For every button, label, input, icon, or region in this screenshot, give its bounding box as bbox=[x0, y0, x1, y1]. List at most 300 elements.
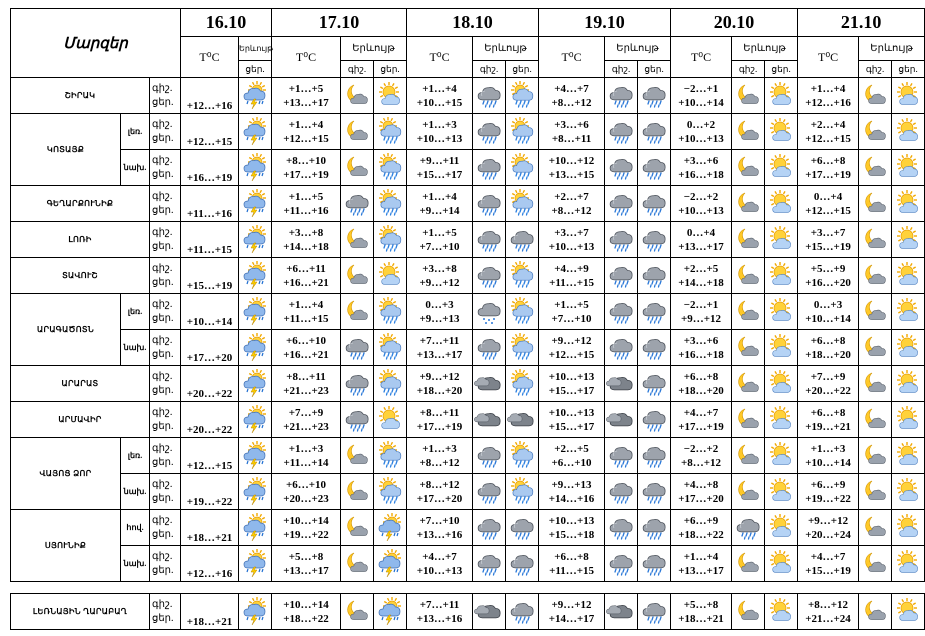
temp-range bbox=[407, 438, 473, 474]
weather-cell bbox=[859, 474, 892, 510]
storm-icon bbox=[239, 550, 271, 578]
sun-rain-icon bbox=[374, 442, 406, 470]
temp-range bbox=[272, 330, 341, 366]
region-row bbox=[11, 438, 925, 474]
sun-rain-icon bbox=[374, 478, 406, 506]
region-name: ԱՐԱԳԱԾՈՏՆ bbox=[11, 294, 121, 366]
date-header: 16.10 bbox=[181, 9, 272, 37]
weather-cell bbox=[859, 438, 892, 474]
cloud-rain-icon bbox=[638, 118, 670, 146]
day-temp: +7…+10 bbox=[419, 240, 460, 253]
day-temp: +11…+16 bbox=[283, 204, 329, 217]
phenomenon-header: Երևույթ bbox=[732, 37, 798, 61]
region-name: ՏԱՎՈՒՇ bbox=[11, 258, 150, 294]
temp-range bbox=[539, 546, 605, 582]
night-temp: +1…+3 bbox=[422, 442, 457, 455]
day-temp: +13…+17 bbox=[678, 564, 724, 577]
temp-range bbox=[272, 366, 341, 402]
temp-range bbox=[798, 186, 859, 222]
weather-cell bbox=[892, 294, 925, 330]
day-temp: +8…+12 bbox=[419, 456, 460, 469]
temp-range bbox=[539, 510, 605, 546]
day-temp: +10…+14 bbox=[181, 294, 239, 330]
sun-cloud-icon bbox=[892, 82, 924, 110]
night-temp: +1…+3 bbox=[422, 118, 457, 131]
weather-cell bbox=[732, 366, 765, 402]
day-subheader: ցեր. bbox=[765, 61, 798, 78]
cloud-rain-icon bbox=[341, 190, 373, 218]
weather-cell bbox=[473, 186, 506, 222]
night-temp: +1…+4 bbox=[683, 550, 719, 563]
weather-cell bbox=[859, 150, 892, 186]
night-temp: +3…+7 bbox=[554, 226, 589, 239]
weather-cell bbox=[341, 402, 374, 438]
moon-cloud-icon bbox=[859, 514, 891, 542]
sun-cloud-icon bbox=[892, 406, 924, 434]
storm-icon bbox=[239, 442, 271, 470]
cloud-rain-icon bbox=[605, 262, 637, 290]
sun-cloud-icon bbox=[892, 598, 924, 626]
weather-cell bbox=[859, 402, 892, 438]
weather-cell bbox=[473, 546, 506, 582]
region-row bbox=[11, 546, 925, 582]
region-row bbox=[11, 150, 925, 186]
sun-cloud-icon bbox=[892, 190, 924, 218]
weather-cell bbox=[859, 222, 892, 258]
region-name: ՇԻՐԱԿ bbox=[11, 78, 150, 114]
cloud-rain-icon bbox=[341, 406, 373, 434]
cloud-rain-icon bbox=[506, 514, 538, 542]
weather-cell bbox=[638, 114, 671, 150]
temp-range bbox=[407, 114, 473, 150]
weather-cell bbox=[638, 438, 671, 474]
date-header: 21.10 bbox=[798, 9, 925, 37]
weather-cell bbox=[374, 186, 407, 222]
temp-range bbox=[539, 78, 605, 114]
day-temp: +17…+20 bbox=[678, 492, 724, 505]
cloud-rain-icon bbox=[473, 118, 505, 146]
night-temp: +10…+13 bbox=[548, 370, 595, 383]
day-temp: +10…+13 bbox=[678, 204, 724, 217]
moon-cloud-icon bbox=[859, 370, 891, 398]
weather-cell bbox=[506, 258, 539, 294]
night-day-labels bbox=[150, 594, 181, 630]
night-temp: +2…+4 bbox=[810, 118, 846, 131]
day-temp: +18…+20 bbox=[416, 384, 463, 397]
storm-icon bbox=[239, 478, 271, 506]
weather-cell bbox=[765, 150, 798, 186]
phenomenon-header: Երևույթ bbox=[341, 37, 407, 61]
day-temp: +18…+21 bbox=[181, 510, 239, 546]
weather-cell bbox=[506, 114, 539, 150]
weather-cell bbox=[239, 546, 272, 582]
day-temp: +11…+15 bbox=[283, 312, 329, 325]
storm-icon bbox=[239, 598, 271, 626]
cloud-rain-icon bbox=[473, 262, 505, 290]
day-temp: +16…+19 bbox=[181, 150, 239, 186]
day-temp: +17…+19 bbox=[283, 168, 329, 181]
weather-cell bbox=[765, 258, 798, 294]
night-temp: +8…+12 bbox=[419, 478, 460, 491]
day-temp: +12…+15 bbox=[805, 204, 851, 217]
day-temp: +15…+17 bbox=[416, 168, 463, 181]
temp-range bbox=[272, 474, 341, 510]
weather-cell bbox=[638, 510, 671, 546]
day-temp: +10…+14 bbox=[678, 96, 724, 109]
day-temp: +9…+12 bbox=[419, 276, 460, 289]
day-temp: +8…+11 bbox=[551, 132, 592, 145]
weather-cell bbox=[239, 78, 272, 114]
day-label: ցեր. bbox=[152, 420, 174, 432]
night-temp: +5…+8 bbox=[288, 550, 324, 563]
sun-cloud-icon bbox=[374, 82, 406, 110]
weather-cell bbox=[506, 222, 539, 258]
weather-cell bbox=[473, 78, 506, 114]
moon-cloud-icon bbox=[859, 154, 891, 182]
cloud-rain-icon bbox=[638, 154, 670, 182]
day-label: ցեր. bbox=[152, 168, 174, 180]
temp-range bbox=[539, 366, 605, 402]
night-temp: −2…+2 bbox=[683, 442, 719, 455]
weather-cell bbox=[892, 474, 925, 510]
sun-cloud-icon bbox=[892, 118, 924, 146]
night-temp: +1…+4 bbox=[422, 190, 457, 203]
cloud-rain-icon bbox=[638, 298, 670, 326]
sun-cloud-icon bbox=[892, 298, 924, 326]
day-subheader: ցեր. bbox=[638, 61, 671, 78]
moon-cloud-icon bbox=[732, 226, 764, 254]
day-label: ցեր. bbox=[152, 564, 174, 576]
day-temp: +9…+13 bbox=[419, 312, 460, 325]
day-temp: +13…+17 bbox=[283, 564, 329, 577]
temp-range bbox=[798, 114, 859, 150]
karabakh-table bbox=[10, 593, 925, 630]
weather-cell bbox=[859, 186, 892, 222]
temp-range bbox=[272, 594, 341, 630]
weather-cell bbox=[341, 366, 374, 402]
cloud-rain-icon bbox=[732, 514, 764, 542]
temp-range bbox=[671, 330, 732, 366]
weather-cell bbox=[732, 402, 765, 438]
weather-cell bbox=[638, 546, 671, 582]
cloud-rain-icon bbox=[605, 190, 637, 218]
temp-range bbox=[798, 78, 859, 114]
day-temp: +11…+15 bbox=[549, 276, 594, 289]
night-temp: 0…+4 bbox=[813, 190, 843, 203]
cloud-rain-icon bbox=[638, 370, 670, 398]
weather-cell bbox=[892, 330, 925, 366]
weather-cell bbox=[341, 186, 374, 222]
weather-cell bbox=[374, 474, 407, 510]
weather-cell bbox=[859, 258, 892, 294]
weather-cell bbox=[506, 294, 539, 330]
sun-rain-icon bbox=[506, 478, 538, 506]
weather-cell bbox=[341, 222, 374, 258]
night-temp: +1…+4 bbox=[810, 82, 846, 95]
weather-cell bbox=[341, 594, 374, 630]
night-temp: +1…+3 bbox=[288, 442, 324, 455]
storm-icon bbox=[239, 514, 271, 542]
sun-cloud-icon bbox=[765, 118, 797, 146]
day-subheader: ցեր. bbox=[892, 61, 925, 78]
night-temp: −2…+1 bbox=[683, 82, 719, 95]
day-temp: +10…+13 bbox=[416, 564, 463, 577]
sun-cloud-icon bbox=[765, 514, 797, 542]
storm-icon bbox=[239, 118, 271, 146]
moon-cloud-icon bbox=[732, 406, 764, 434]
day-temp: +10…+13 bbox=[548, 240, 595, 253]
region-row bbox=[11, 114, 925, 150]
weather-cell bbox=[638, 294, 671, 330]
cloud-rain-icon bbox=[473, 478, 505, 506]
temp-range bbox=[798, 594, 859, 630]
cloud-rain-icon bbox=[473, 442, 505, 470]
sun-rain-icon bbox=[374, 370, 406, 398]
day-temp: +18…+20 bbox=[805, 348, 851, 361]
day-label: ցեր. bbox=[152, 96, 174, 108]
moon-cloud-icon bbox=[732, 262, 764, 290]
weather-cell bbox=[765, 330, 798, 366]
temp-range bbox=[272, 294, 341, 330]
storm-icon bbox=[239, 298, 271, 326]
weather-cell bbox=[374, 510, 407, 546]
sun-rain-icon bbox=[506, 82, 538, 110]
sun-cloud-icon bbox=[765, 226, 797, 254]
day-temp: +19…+22 bbox=[181, 474, 239, 510]
day-temp: +15…+19 bbox=[805, 240, 851, 253]
storm-icon bbox=[239, 154, 271, 182]
temp-range bbox=[272, 258, 341, 294]
day-temp: +14…+18 bbox=[678, 276, 724, 289]
dark-cloud-icon bbox=[605, 406, 637, 434]
night-temp: +7…+11 bbox=[419, 598, 460, 611]
night-subheader: գիշ. bbox=[605, 61, 638, 78]
night-temp: 0…+2 bbox=[686, 118, 716, 131]
day-temp: +17…+20 bbox=[181, 330, 239, 366]
night-temp: +7…+10 bbox=[419, 514, 460, 527]
sun-cloud-icon bbox=[765, 406, 797, 434]
moon-cloud-icon bbox=[732, 442, 764, 470]
night-temp: +10…+13 bbox=[548, 514, 595, 527]
region-row bbox=[11, 402, 925, 438]
weather-cell bbox=[506, 366, 539, 402]
day-temp: +13…+16 bbox=[416, 612, 463, 625]
weather-cell bbox=[374, 594, 407, 630]
weather-cell bbox=[892, 546, 925, 582]
day-temp: +13…+16 bbox=[416, 528, 463, 541]
day-temp: +20…+23 bbox=[283, 492, 329, 505]
region-row bbox=[11, 510, 925, 546]
temp-range bbox=[407, 594, 473, 630]
region-row bbox=[11, 186, 925, 222]
night-temp: +6…+8 bbox=[554, 550, 589, 563]
weather-cell bbox=[605, 294, 638, 330]
sun-cloud-icon bbox=[765, 598, 797, 626]
temp-range bbox=[798, 330, 859, 366]
sun-cloud-icon bbox=[765, 298, 797, 326]
day-subheader: ցեր. bbox=[506, 61, 539, 78]
night-temp: +2…+5 bbox=[683, 262, 719, 275]
night-temp: +6…+10 bbox=[285, 334, 327, 347]
temp-range bbox=[539, 438, 605, 474]
weather-cell bbox=[239, 594, 272, 630]
night-label: գիշ. bbox=[152, 406, 173, 418]
cloud-rain-icon bbox=[341, 370, 373, 398]
day-temp: +15…+19 bbox=[805, 564, 851, 577]
day-temp: +19…+21 bbox=[805, 420, 851, 433]
temp-range bbox=[798, 402, 859, 438]
day-label: ցեր. bbox=[152, 348, 174, 360]
night-temp: +1…+5 bbox=[288, 82, 324, 95]
cloud-rain-icon bbox=[473, 82, 505, 110]
night-temp: +10…+14 bbox=[283, 598, 329, 611]
day-temp: +16…+21 bbox=[283, 348, 329, 361]
temp-range bbox=[272, 186, 341, 222]
weather-cell bbox=[859, 78, 892, 114]
temp-range bbox=[272, 222, 341, 258]
weather-cell bbox=[732, 594, 765, 630]
weather-cell bbox=[892, 258, 925, 294]
temp-range bbox=[407, 330, 473, 366]
night-temp: 0…+3 bbox=[425, 298, 454, 311]
moon-cloud-icon bbox=[732, 154, 764, 182]
weather-cell bbox=[473, 150, 506, 186]
day-temp: +13…+17 bbox=[283, 96, 329, 109]
moon-cloud-icon bbox=[859, 226, 891, 254]
night-temp: −2…+2 bbox=[683, 190, 719, 203]
storm-icon bbox=[374, 514, 406, 542]
weather-cell bbox=[239, 186, 272, 222]
cloud-snow-icon bbox=[473, 298, 505, 326]
weather-cell bbox=[732, 474, 765, 510]
night-temp: +1…+5 bbox=[554, 298, 589, 311]
temp-range bbox=[272, 78, 341, 114]
moon-cloud-icon bbox=[859, 550, 891, 578]
temp-range bbox=[798, 258, 859, 294]
night-temp: +3…+6 bbox=[554, 118, 589, 131]
night-label: գիշ. bbox=[152, 334, 173, 346]
day-label: ցեր. bbox=[152, 456, 174, 468]
weather-cell bbox=[506, 330, 539, 366]
sun-rain-icon bbox=[374, 190, 406, 218]
moon-cloud-icon bbox=[859, 598, 891, 626]
night-label: գիշ. bbox=[152, 370, 173, 382]
weather-cell bbox=[605, 186, 638, 222]
weather-cell bbox=[765, 222, 798, 258]
night-label: գիշ. bbox=[152, 598, 173, 610]
sun-cloud-icon bbox=[892, 442, 924, 470]
weather-cell bbox=[239, 222, 272, 258]
night-temp: +7…+11 bbox=[419, 334, 460, 347]
night-temp: +4…+9 bbox=[554, 262, 589, 275]
weather-cell bbox=[638, 258, 671, 294]
sun-rain-icon bbox=[506, 334, 538, 362]
night-day-labels bbox=[150, 330, 181, 366]
cloud-rain-icon bbox=[506, 598, 538, 626]
cloud-rain-icon bbox=[638, 262, 670, 290]
moon-cloud-icon bbox=[859, 118, 891, 146]
sun-cloud-icon bbox=[765, 334, 797, 362]
night-temp: +8…+11 bbox=[419, 406, 460, 419]
moon-cloud-icon bbox=[732, 550, 764, 578]
temp-range bbox=[407, 510, 473, 546]
weather-cell bbox=[605, 510, 638, 546]
night-temp: +8…+10 bbox=[285, 154, 327, 167]
night-temp: +1…+4 bbox=[288, 298, 324, 311]
day-subheader: ցեր. bbox=[374, 61, 407, 78]
night-temp: +7…+9 bbox=[288, 406, 324, 419]
day-temp: +14…+18 bbox=[283, 240, 329, 253]
weather-cell bbox=[473, 474, 506, 510]
weather-cell bbox=[374, 402, 407, 438]
dark-cloud-icon bbox=[473, 406, 505, 434]
sun-cloud-icon bbox=[892, 226, 924, 254]
weather-cell bbox=[732, 186, 765, 222]
temp-header: T⁰C bbox=[671, 37, 732, 78]
date-header: 19.10 bbox=[539, 9, 671, 37]
day-temp: +13…+17 bbox=[678, 240, 724, 253]
night-temp: +9…+12 bbox=[551, 334, 592, 347]
cloud-rain-icon bbox=[605, 514, 637, 542]
sun-cloud-icon bbox=[765, 478, 797, 506]
night-day-labels bbox=[150, 114, 181, 150]
day-temp: +18…+22 bbox=[283, 612, 329, 625]
storm-icon bbox=[239, 262, 271, 290]
night-temp: +1…+5 bbox=[288, 190, 324, 203]
weather-cell bbox=[341, 330, 374, 366]
day-temp: +16…+18 bbox=[678, 348, 724, 361]
weather-cell bbox=[892, 114, 925, 150]
day-label: ցեր. bbox=[152, 132, 174, 144]
sun-rain-icon bbox=[374, 334, 406, 362]
day-temp: +18…+21 bbox=[181, 594, 239, 630]
moon-cloud-icon bbox=[341, 262, 373, 290]
temp-range bbox=[272, 546, 341, 582]
temp-range bbox=[671, 186, 732, 222]
temp-range bbox=[539, 294, 605, 330]
weather-cell bbox=[638, 330, 671, 366]
weather-cell bbox=[374, 114, 407, 150]
night-temp: +4…+7 bbox=[810, 550, 846, 563]
weather-cell bbox=[341, 78, 374, 114]
night-day-labels bbox=[150, 186, 181, 222]
subregion-label: լեռ. bbox=[121, 294, 150, 330]
day-temp: +12…+15 bbox=[181, 438, 239, 474]
moon-cloud-icon bbox=[341, 514, 373, 542]
weather-cell bbox=[765, 366, 798, 402]
region-name: ԳԵՂԱՐՔՈՒՆԻՔ bbox=[11, 186, 150, 222]
cloud-rain-icon bbox=[638, 442, 670, 470]
cloud-rain-icon bbox=[605, 442, 637, 470]
temp-range bbox=[539, 186, 605, 222]
temp-range bbox=[671, 258, 732, 294]
weather-cell bbox=[638, 186, 671, 222]
weather-cell bbox=[374, 546, 407, 582]
weather-cell bbox=[239, 402, 272, 438]
weather-cell bbox=[239, 294, 272, 330]
dark-cloud-icon bbox=[473, 370, 505, 398]
temp-range bbox=[671, 150, 732, 186]
weather-cell bbox=[732, 114, 765, 150]
weather-cell bbox=[473, 510, 506, 546]
temp-range bbox=[671, 474, 732, 510]
forecast-table bbox=[10, 8, 925, 582]
day-temp: +11…+15 bbox=[549, 564, 594, 577]
cloud-rain-icon bbox=[638, 598, 670, 626]
weather-cell bbox=[473, 258, 506, 294]
region-name: ԿՈՏԱՅՔ bbox=[11, 114, 121, 186]
moon-cloud-icon bbox=[859, 406, 891, 434]
